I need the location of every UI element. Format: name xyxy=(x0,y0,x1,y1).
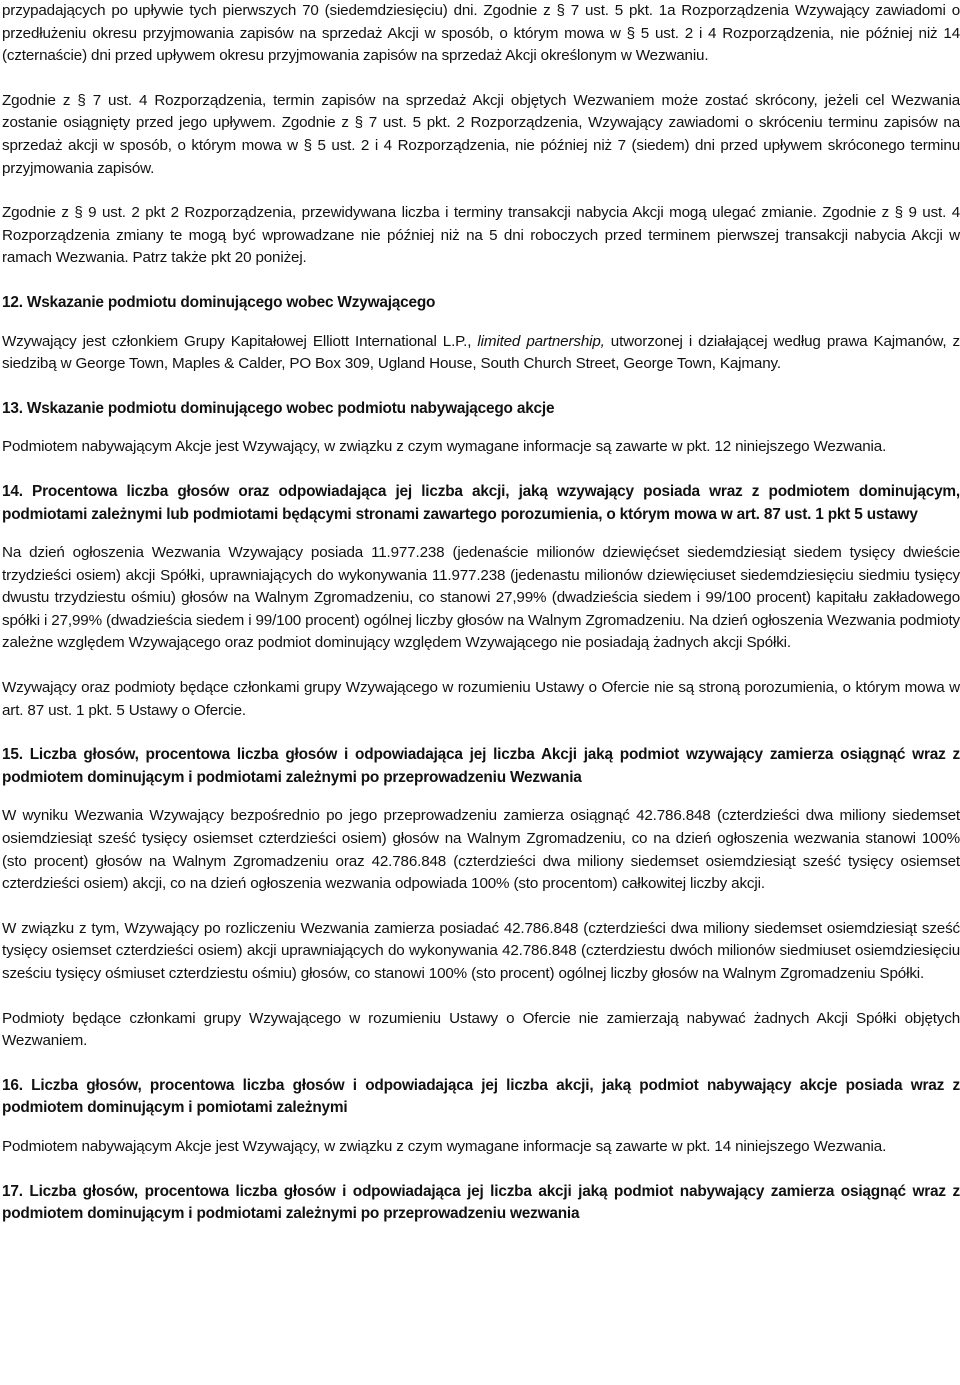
section-15-heading xyxy=(2,744,960,789)
section-13-number: 13. xyxy=(2,399,23,417)
section-16-paragraph: Podmiotem nabywającym Akcje jest Wzywający, w związku z czym wymagane informacje są zawarte w pkt. 14 niniejszego Wezwania. xyxy=(2,1137,887,1155)
section-16-heading xyxy=(2,1075,960,1120)
section-13-paragraph: Podmiotem nabywającym Akcje jest Wzywający, w związku z czym wymagane informacje są zawarte w pkt. 12 niniejszego Wezwania. xyxy=(2,438,887,456)
section-16-number: 16. xyxy=(2,1076,23,1094)
section-16-title: Liczba głosów, procentowa liczba głosów i odpowiadająca jej liczba akcji, jaką podmiot nabywający akcje posiada wraz z podmiotem dominującym i pomiotami zależnymi xyxy=(2,1076,960,1117)
section-12-title: Wskazanie podmiotu dominującego wobec Wzywającego xyxy=(26,293,436,311)
paragraph-intro: przypadających po upływie tych pierwszych 70 (siedemdziesięciu) dni. Zgodnie z § 7 ust. 5 pkt. 1a Rozporządzenia Wzywający zawiadomi o przedłużeniu okresu przyjmowania zapisów na sprzedaż Akcji w sposób, o którym mowa w § 5 ust. 2 i 4 Rozporządzenia, nie później niż 14 (czternaście) dni przed upływem okresu przyjmowania zapisów na sprzedaż Akcji określonym w Wezwaniu. xyxy=(2,2,960,65)
section-14-paragraph-1: Na dzień ogłoszenia Wezwania Wzywający posiada 11.977.238 (jedenaście milionów dziewięćset siedemdziesiąt siedem tysięcy dwieście trzydzieści osiem) akcji Spółki, uprawniających do wykonywania 11.977.238 (jedenastu milionów dziewięciuset siedemdziesięciu siedmiu tysięcy dwustu trzydziestu ośmiu) głosów na Walnym Zgromadzeniu, co stanowi 27,99% (dwadzieścia siedem i 99/100 procent) kapitału zakładowego spółki i 27,99% (dwadzieścia siedem i 99/100 procent) ogólnej liczby głosów na Walnym Zgromadzeniu. Na dzień ogłoszenia Wezwania podmioty zależne względem Wzywającego oraz podmiot dominujący względem Wzywającego nie posiadają żadnych akcji Spółki. xyxy=(2,544,960,652)
section-13-title: Wskazanie podmiotu dominującego wobec podmiotu nabywającego akcje xyxy=(26,399,555,417)
paragraph-shortening: Zgodnie z § 7 ust. 4 Rozporządzenia, termin zapisów na sprzedaż Akcji objętych Wezwaniem może zostać skrócony, jeżeli cel Wezwania zostanie osiągnięty przed jego upływem. Zgodnie z § 7 ust. 5 pkt. 2 Rozporządzenia, Wzywający zawiadomi o skróceniu terminu zapisów na sprzedaż akcji w sposób, o którym mowa w § 5 ust. 2 i 4 Rozporządzenia, nie później niż 7 (siedem) dni przed upływem skróconego terminu przyjmowania zapisów. xyxy=(2,91,960,177)
section-17-number: 17. xyxy=(2,1182,23,1200)
section-15-paragraph-3: Podmioty będące członkami grupy Wzywającego w rozumieniu Ustawy o Ofercie nie zamierzają nabywać żadnych Akcji Spółki objętych Wezwaniem. xyxy=(2,1009,960,1050)
section-17-title: Liczba głosów, procentowa liczba głosów i odpowiadająca jej liczba akcji jaką podmiot nabywający zamierza osiągnąć wraz z podmiotem dominującym i podmiotami zależnymi po przeprowadzeniu wezwania xyxy=(2,1182,960,1223)
section-14-paragraph-2: Wzywający oraz podmioty będące członkami grupy Wzywającego w rozumieniu Ustawy o Ofercie nie są stroną porozumienia, o którym mowa w art. 87 ust. 1 pkt. 5 Ustawy o Ofercie. xyxy=(2,679,960,719)
section-15-paragraph-1: W wyniku Wezwania Wzywający bezpośrednio po jego przeprowadzeniu zamierza osiągnąć 42.786.848 (czterdzieści dwa miliony siedemset osiemdziesiąt sześć tysięcy osiemset czterdzieści osiem) głosów na Walnym Zgromadzeniu, co na dzień ogłoszenia wezwania stanowi 100% (sto procent) głosów na Walnym Zgromadzeniu oraz 42.786.848 (czterdzieści dwa miliony siedemset osiemdziesiąt sześć tysięcy osiemset czterdzieści osiem) akcji, co na dzień ogłoszenia wezwania odpowiada 100% (sto procentom) całkowitej liczby akcji. xyxy=(2,807,960,893)
section-14-title: Procentowa liczba głosów oraz odpowiadająca jej liczba akcji, jaką wzywający posiada wraz z podmiotem dominującym, podmiotami zależnymi lub podmiotami będącymi stronami zawartego porozumienia, o którym mowa w art. 87 ust. 1 pkt 5 ustawy xyxy=(2,482,960,523)
section-12-heading xyxy=(2,292,960,315)
section-15-title: Liczba głosów, procentowa liczba głosów i odpowiadająca jej liczba Akcji jaką podmiot wzywający zamierza osiągnąć wraz z podmiotem dominującym i podmiotami zależnymi po przeprowadzeniu Wezwania xyxy=(2,746,960,786)
section-13-heading xyxy=(2,398,960,421)
section-12-text-b: utworzonej i działającej według prawa Kajmanów, z siedzibą w George Town, Maples & Calder, PO Box 309, Ugland House, South Church Street, George Town, Kajmany. xyxy=(2,332,960,373)
section-14-number: 14. xyxy=(2,482,23,500)
section-14-heading xyxy=(2,481,960,526)
section-12-text-a: Wzywający jest członkiem Grupy Kapitałowej Elliott International L.P., xyxy=(2,332,478,350)
section-15-paragraph-2: W związku z tym, Wzywający po rozliczeniu Wezwania zamierza posiadać 42.786.848 (czterdzieści dwa miliony siedemset osiemdziesiąt sześć tysięcy osiemset czterdzieści osiem) akcji uprawniających do wykonywania 42.786.848 (czterdziestu dwóch milionów siedmiuset osiemdziesięciu sześciu tysięcy ośmiuset czterdziestu ośmiu) głosów, co stanowi 100% (sto procent) ogólnej liczby głosów na Walnym Zgromadzeniu Spółki. xyxy=(2,919,960,982)
section-15-number: 15. xyxy=(2,746,23,764)
paragraph-changes: Zgodnie z § 9 ust. 2 pkt 2 Rozporządzenia, przewidywana liczba i terminy transakcji nabycia Akcji mogą ulegać zmianie. Zgodnie z § 9 ust. 4 Rozporządzenia zmiany te mogą być wprowadzane nie później niż na 5 dni roboczych przed terminem pierwszej transakcji nabycia Akcji w ramach Wezwania. Patrz także pkt 20 poniżej. xyxy=(2,204,960,267)
section-12-number: 12. xyxy=(2,293,23,311)
section-17-heading xyxy=(2,1181,960,1226)
section-12-text-em: limited partnership, xyxy=(477,332,605,350)
section-12-paragraph xyxy=(2,331,960,376)
